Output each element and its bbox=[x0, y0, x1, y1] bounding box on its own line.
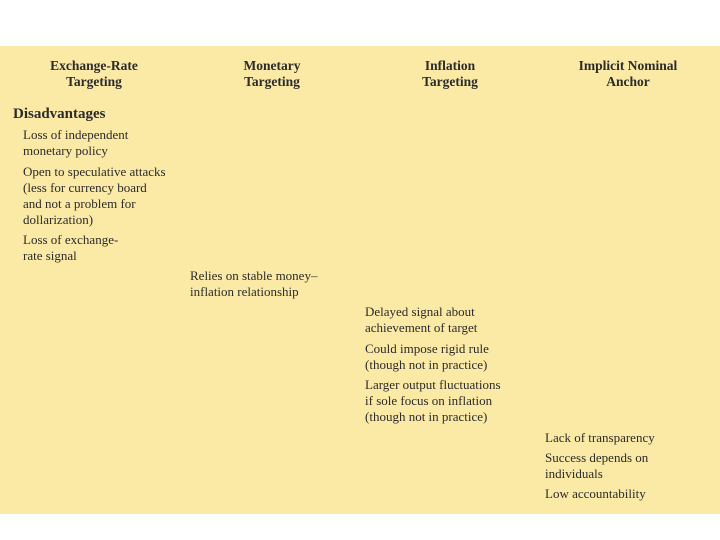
column-header-monetary-targeting: Monetary Targeting bbox=[243, 58, 301, 89]
implicit-anchor-item: Success depends on individuals bbox=[545, 450, 649, 481]
monetary-item: Relies on stable money– inflation relationship bbox=[190, 268, 318, 299]
column-header-implicit-nominal-anchor: Implicit Nominal Anchor bbox=[578, 58, 678, 89]
exchange-rate-item: Loss of independent monetary policy bbox=[23, 127, 129, 158]
inflation-item: Could impose rigid rule (though not in practice) bbox=[365, 341, 489, 372]
inflation-item: Delayed signal about achievement of target bbox=[365, 304, 478, 335]
exchange-rate-item: Loss of exchange- rate signal bbox=[23, 232, 119, 263]
implicit-anchor-item: Lack of transparency bbox=[545, 430, 655, 445]
inflation-item: Larger output fluctuations if sole focus on inflation (though not in practice) bbox=[365, 377, 501, 424]
column-header-inflation-targeting: Inflation Targeting bbox=[422, 58, 478, 89]
section-heading-disadvantages: Disadvantages bbox=[13, 106, 106, 122]
column-header-exchange-rate-targeting: Exchange-Rate Targeting bbox=[50, 58, 138, 89]
exchange-rate-item: Open to speculative attacks (less for currency board and not a problem for dollarization) bbox=[23, 164, 166, 227]
implicit-anchor-item: Low accountability bbox=[545, 486, 646, 501]
disadvantages-table bbox=[0, 46, 720, 514]
